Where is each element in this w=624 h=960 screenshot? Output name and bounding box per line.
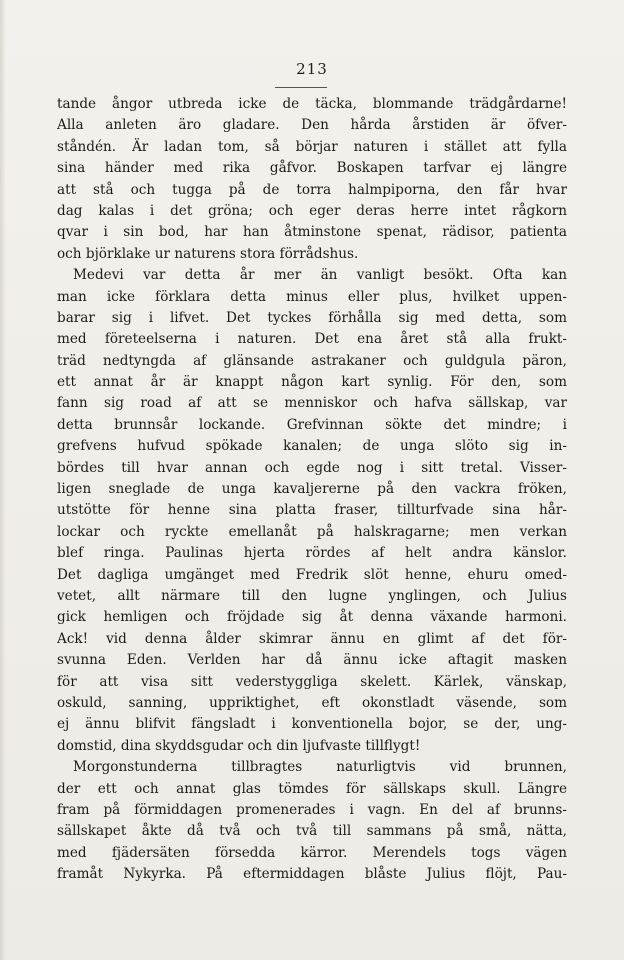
text-line: svunna Eden. Verlden har då ännu icke aftagit masken [57,652,567,669]
text-line: framåt Nykyrka. På eftermiddagen blåste Julius flöjt, Pau- [57,866,567,883]
text-line: gick hemligen och fröjdade sig åt denna växande harmoni. [57,609,567,626]
text-line: Det dagliga umgänget med Fredrik slöt henne, ehuru omed- [57,566,567,583]
text-line: och björklake ur naturens stora förrådshus. [57,245,359,262]
text-line: lockar och ryckte emellanåt på halskragarne; men verkan [57,523,567,540]
text-line: Medevi var detta år mer än vanligt besökt. Ofta kan [73,267,567,284]
body-text [57,94,567,885]
text-line: med fjädersäten försedda kärror. Merendels togs vägen [57,844,567,861]
text-line: ligen sneglade de unga kavaljererne på den vackra fröken, [57,481,567,498]
text-line: detta brunnsår lockande. Grefvinnan sökte det mindre; i [57,416,567,433]
text-line: ett annat år är knappt någon kart synlig. För den, som [57,374,567,391]
text-line: fram på förmiddagen promenerades i vagn. En del af brunns- [57,801,567,818]
text-line: der ett och annat glas tömdes för sällskaps skull. Längre [57,780,567,797]
text-line: utstötte för henne sina platta fraser, tillturfvade sina hår- [57,502,567,519]
text-line: tande ångor utbreda icke de täcka, blommande trädgårdarne! [57,96,567,112]
text-line: ej ännu blifvit fängsladt i konventionella bojor, se der, ung- [57,716,567,733]
page-edge-shadow [0,0,6,960]
text-line: oskuld, sanning, uppriktighet, eft okonstladt väsende, som [57,694,567,711]
text-line: bördes till hvar annan och egde nog i sitt tretal. Visser- [57,459,567,476]
text-line: med företeelserna i naturen. Det ena året stå alla frukt- [57,331,567,348]
text-line: fann sig road af att se menniskor och hafva sällskap, var [57,395,567,412]
text-line: Alla anleten äro gladare. Den hårda årstiden är öfver- [57,117,567,134]
text-line: barar sig i lifvet. Det tyckes förhålla sig med detta, som [57,309,567,326]
text-line: Ack! vid denna ålder skimrar ännu en glimt af det för- [57,630,567,647]
page-number: 213 [296,60,328,78]
text-line: blef ringa. Paulinas hjerta rördes af helt andra känslor. [57,545,567,562]
text-line: att stå och tugga på de torra halmpiporna, den får hvar [57,181,567,198]
page-number-rule [275,87,327,88]
text-line: träd nedtyngda af glänsande astrakaner och guldgula päron, [57,352,567,369]
text-line: Morgonstunderna tillbragtes naturligtvis vid brunnen, [73,759,567,776]
text-line: vetet, allt närmare till den lugne ynglingen, och Julius [57,587,567,604]
text-line: sällskapet åkte då två och två till sammans på små, nätta, [57,823,567,840]
text-line: sina händer med rika gåfvor. Boskapen tarfvar ej längre [57,160,567,177]
text-line: domstid, dina skyddsgudar och din ljufvaste tillflygt! [57,737,421,754]
text-line: ståndén. Är ladan tom, så börjar naturen i stället att fylla [57,138,567,155]
text-line: för att visa sitt vederstyggliga skelett. Kärlek, vänskap, [57,673,567,690]
text-line: man icke förklara detta minus eller plus, hvilket uppen- [57,288,567,305]
text-line: dag kalas i det gröna; och eger deras herre intet rågkorn [57,202,567,219]
text-line: qvar i sin bod, har han åtminstone spenat, rädisor, patienta [57,224,567,241]
text-line: grefvens hufvud spökade kanalen; de unga slöto sig in- [57,438,567,455]
